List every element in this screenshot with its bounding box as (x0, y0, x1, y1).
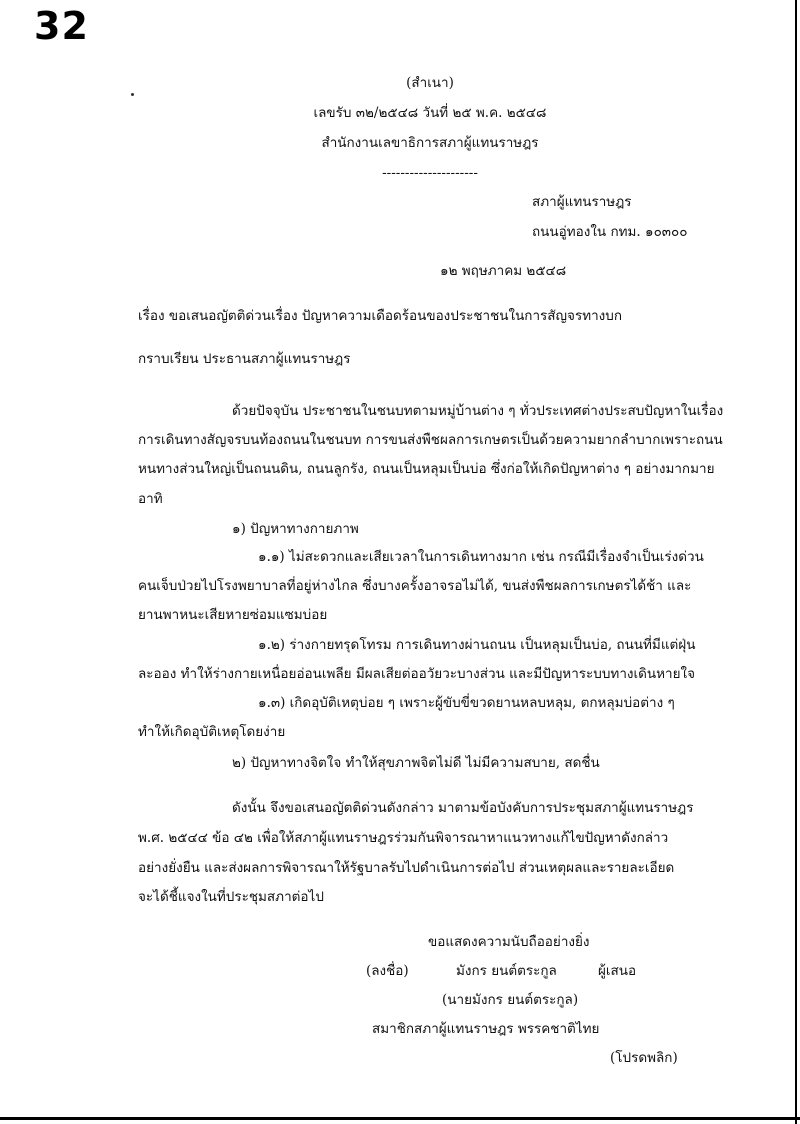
closing-regards: ขอแสดงความนับถืออย่างยิ่ง (428, 934, 590, 950)
item-2-heading: ๒) ปัญหาทางจิตใจ ทำให้สุขภาพจิตไม่ดี ไม่มีความสบาย, สดชื่น (232, 755, 600, 771)
intro-line: อาทิ (138, 491, 163, 507)
conclusion-line: ดังนั้น จึงขอเสนอญัตติด่วนดังกล่าว มาตามข้อบังคับการประชุมสภาผู้แทนราษฎร (232, 800, 694, 816)
conclusion-line: จะได้ชี้แจงในที่ประชุมสภาต่อไป (138, 889, 324, 905)
letter-date: ๑๒ พฤษภาคม ๒๕๔๘ (440, 263, 567, 279)
signer-position: สมาชิกสภาผู้แทนราษฎร พรรคชาติไทย (372, 1021, 600, 1037)
separator-line: --------------------- (382, 165, 478, 181)
receipt-line: เลขรับ ๓๒/๒๕๔๘ วันที่ ๒๕ พ.ค. ๒๕๔๘ (313, 105, 547, 121)
turn-over-note: (โปรดพลิก) (610, 1050, 678, 1066)
signer-role: ผู้เสนอ (598, 963, 637, 979)
item-1-3-line: ทำให้เกิดอุบัติเหตุโดยง่าย (138, 724, 286, 740)
item-1-2-line: ละออง ทำให้ร่างกายเหนื่อยอ่อนเพลีย มีผลเสียต่ออวัยวะบางส่วน และมีปัญหาระบบทางเดินหายใจ (138, 666, 695, 682)
intro-line: ด้วยปัจจุบัน ประชาชนในชนบทตามหมู่บ้านต่าง ๆ ทั่วประเทศต่างประสบปัญหาในเรื่อง (232, 403, 724, 419)
item-1-1-line: ๑.๑) ไม่สะดวกและเสียเวลาในการเดินทางมาก เช่น กรณีมีเรื่องจำเป็นเร่งด่วน (258, 549, 704, 565)
address-line-1: สภาผู้แทนราษฎร (532, 194, 632, 210)
intro-line: การเดินทางสัญจรบนท้องถนนในชนบท การขนส่งพืชผลการเกษตรเป็นด้วยความยากลำบากเพราะถนน (138, 432, 723, 448)
scan-speck (131, 93, 134, 96)
signer-name: มังกร ยนต์ตระกูล (456, 963, 557, 979)
office-name: สำนักงานเลขาธิการสภาผู้แทนราษฎร (321, 135, 539, 151)
conclusion-line: พ.ศ. ๒๕๔๔ ข้อ ๔๒ เพื่อให้สภาผู้แทนราษฎรร่วมกันพิจารณาหาแนวทางแก้ไขปัญหาดังกล่าว (138, 830, 669, 846)
handwritten-page-number: 32 (34, 4, 89, 48)
item-1-heading: ๑) ปัญหาทางกายภาพ (232, 521, 359, 537)
item-1-3-line: ๑.๓) เกิดอุบัติเหตุบ่อย ๆ เพราะผู้ขับขี่ขวดยานหลบหลุม, ตกหลุมบ่อต่าง ๆ (258, 695, 675, 711)
scan-border-bottom (0, 1117, 800, 1120)
printed-name: (นายมังกร ยนต์ตระกูล) (442, 992, 579, 1008)
subject-line: เรื่อง ขอเสนอญัตติด่วนเรื่อง ปัญหาความเดือดร้อนของประชาชนในการสัญจรทางบก (138, 308, 623, 324)
sign-label: (ลงชื่อ) (366, 963, 409, 979)
conclusion-line: อย่างยั่งยืน และส่งผลการพิจารณาให้รัฐบาลรับไปดำเนินการต่อไป ส่วนเหตุผลและรายละเอียด (138, 860, 675, 876)
copy-label: (สำเนา) (406, 75, 454, 91)
address-line-2: ถนนอู่ทองใน กทม. ๑๐๓๐๐ (532, 224, 688, 240)
scan-border-right (795, 0, 797, 1124)
salutation: กราบเรียน ประธานสภาผู้แทนราษฎร (138, 351, 351, 367)
item-1-1-line: ยานพาหนะเสียหายซ่อมแซมบ่อย (138, 607, 328, 623)
item-1-2-line: ๑.๒) ร่างกายทรุดโทรม การเดินทางผ่านถนน เป็นหลุมเป็นบ่อ, ถนนที่มีแต่ฝุ่น (258, 637, 696, 653)
item-1-1-line: คนเจ็บป่วยไปโรงพยาบาลที่อยู่ห่างไกล ซึ่งบางครั้งอาจรอไม่ได้, ขนส่งพืชผลการเกษตรได้ช้า และ (138, 578, 692, 594)
intro-line: หนทางส่วนใหญ่เป็นถนนดิน, ถนนลูกรัง, ถนนเป็นหลุมเป็นบ่อ ซึ่งก่อให้เกิดปัญหาต่าง ๆ อย่างมากมาย (138, 461, 715, 477)
